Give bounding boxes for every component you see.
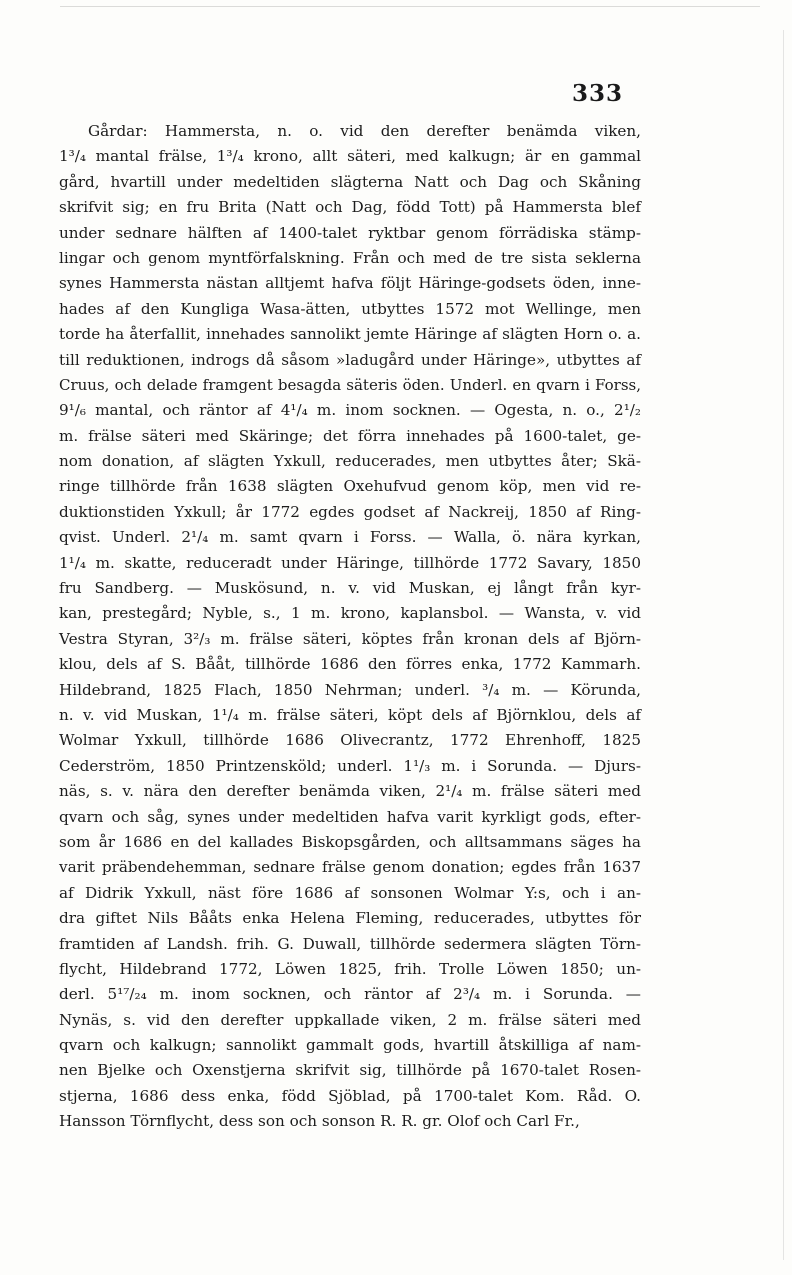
text-line: Cruus, och delade framgent besagda säteris öden. Underl. en qvarn i Forss, bbox=[59, 375, 641, 394]
text-line: n. v. vid Muskan, 1¹/₄ m. frälse säteri, köpt dels af Björnklou, dels af bbox=[59, 705, 641, 724]
text-line: 1³/₄ mantal frälse, 1³/₄ krono, allt säteri, med kalkugn; är en gammal bbox=[59, 147, 641, 166]
text-line: hades af den Kungliga Wasa-ätten, utbyttes 1572 mot Wellinge, men bbox=[59, 299, 641, 318]
text-line: som år 1686 en del kallades Biskopsgården, och alltsammans säges ha bbox=[59, 832, 641, 851]
text-line: till reduktionen, indrogs då såsom »ladugård under Häringe», utbyttes af bbox=[59, 350, 641, 369]
top-edge-mark bbox=[60, 6, 760, 7]
text-line: nen Bjelke och Oxenstjerna skrifvit sig, tillhörde på 1670-talet Rosen- bbox=[59, 1061, 641, 1080]
text-line: qvist. Underl. 2¹/₄ m. samt qvarn i Forss. — Walla, ö. nära kyrkan, bbox=[59, 528, 641, 547]
text-line: Hansson Törnflycht, dess son och sonson R. R. gr. Olof och Carl Fr., bbox=[59, 1112, 580, 1131]
text-line: duktionstiden Yxkull; år 1772 egdes godset af Nackreij, 1850 af Ring- bbox=[59, 502, 641, 521]
text-line: under sednare hälften af 1400-talet ryktbar genom förrädiska stämp- bbox=[59, 223, 641, 242]
right-edge-mark bbox=[783, 30, 784, 1260]
page-number: 333 bbox=[572, 80, 624, 107]
text-line: Cederström, 1850 Printzensköld; underl. 1¹/₃ m. i Sorunda. — Djurs- bbox=[59, 756, 641, 775]
text-line: Wolmar Yxkull, tillhörde 1686 Olivecrantz, 1772 Ehrenhoff, 1825 bbox=[59, 731, 641, 750]
text-line: qvarn och såg, synes under medeltiden hafva varit kyrkligt gods, efter- bbox=[59, 807, 641, 826]
text-line: klou, dels af S. Bååt, tillhörde 1686 den förres enka, 1772 Kammarh. bbox=[59, 655, 641, 674]
text-line: lingar och genom myntförfalskning. Från och med de tre sista seklerna bbox=[59, 248, 641, 267]
text-line: varit präbendehemman, sednare frälse genom donation; egdes från 1637 bbox=[59, 858, 641, 877]
text-line: Vestra Styran, 3²/₃ m. frälse säteri, köptes från kronan dels af Björn- bbox=[59, 629, 641, 648]
text-line: Gårdar: Hammersta, n. o. vid den derefter benämda viken, bbox=[88, 122, 641, 140]
text-line: m. frälse säteri med Skäringe; det förra innehades på 1600-talet, ge- bbox=[59, 426, 641, 445]
text-line: skrifvit sig; en fru Brita (Natt och Dag, född Tott) på Hammersta blef bbox=[59, 198, 641, 217]
text-line: nom donation, af slägten Yxkull, reducerades, men utbyttes åter; Skä- bbox=[59, 452, 641, 471]
text-line: qvarn och kalkugn; sannolikt gammalt gods, hvartill åtskilliga af nam- bbox=[59, 1036, 641, 1055]
body-text bbox=[59, 119, 641, 1135]
text-line: af Didrik Yxkull, näst före 1686 af sonsonen Wolmar Y:s, och i an- bbox=[59, 883, 641, 902]
text-line: framtiden af Landsh. frih. G. Duwall, tillhörde sedermera slägten Törn- bbox=[59, 934, 641, 953]
text-line: Hildebrand, 1825 Flach, 1850 Nehrman; underl. ³/₄ m. — Körunda, bbox=[59, 680, 641, 699]
text-line: Nynäs, s. vid den derefter uppkallade viken, 2 m. frälse säteri med bbox=[59, 1010, 641, 1029]
text-line: torde ha återfallit, innehades sannolikt jemte Häringe af slägten Horn o. a. bbox=[59, 325, 641, 344]
text-line: derl. 5¹⁷/₂₄ m. inom socknen, och räntor af 2³/₄ m. i Sorunda. — bbox=[59, 985, 641, 1004]
text-line: dra giftet Nils Bååts enka Helena Fleming, reducerades, utbyttes för bbox=[59, 909, 641, 928]
text-line: kan, prestegård; Nyble, s., 1 m. krono, kaplansbol. — Wansta, v. vid bbox=[59, 604, 641, 623]
text-line: 1¹/₄ m. skatte, reduceradt under Häringe, tillhörde 1772 Savary, 1850 bbox=[59, 553, 641, 572]
text-line: 9¹/₆ mantal, och räntor af 4¹/₄ m. inom socknen. — Ogesta, n. o., 2¹/₂ bbox=[59, 401, 641, 420]
text-line: ringe tillhörde från 1638 slägten Oxehufvud genom köp, men vid re- bbox=[59, 477, 641, 496]
text-line: synes Hammersta nästan alltjemt hafva följt Häringe-godsets öden, inne- bbox=[59, 274, 641, 293]
text-line: näs, s. v. nära den derefter benämda viken, 2¹/₄ m. frälse säteri med bbox=[59, 782, 641, 801]
text-line: flycht, Hildebrand 1772, Löwen 1825, frih. Trolle Löwen 1850; un- bbox=[59, 959, 641, 978]
text-line: stjerna, 1686 dess enka, född Sjöblad, på 1700-talet Kom. Råd. O. bbox=[59, 1086, 641, 1105]
text-line: fru Sandberg. — Muskösund, n. v. vid Muskan, ej långt från kyr- bbox=[59, 579, 641, 598]
text-line: gård, hvartill under medeltiden slägterna Natt och Dag och Skåning bbox=[59, 172, 641, 191]
